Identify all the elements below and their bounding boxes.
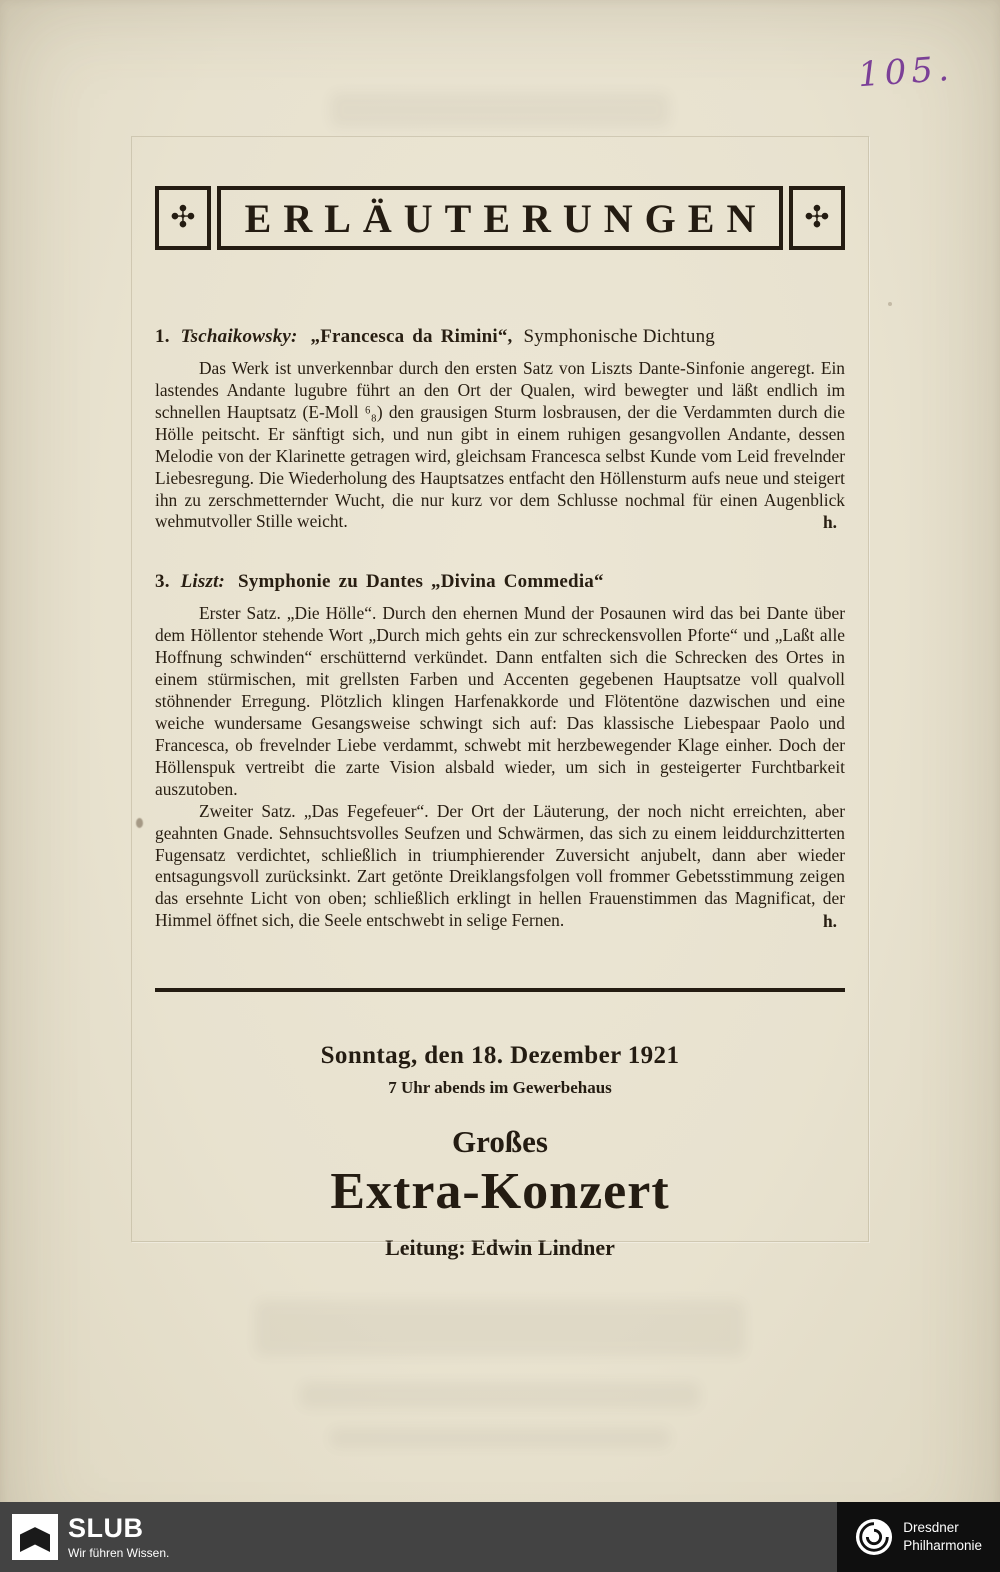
paper-stain xyxy=(136,818,143,828)
bleedthrough-ghost xyxy=(300,1382,700,1408)
dp-line1: Dresdner xyxy=(903,1520,959,1536)
handwritten-archive-number: 105. xyxy=(857,48,956,96)
composer-name: Liszt: xyxy=(180,571,226,593)
section-paragraph: Erster Satz. „Die Hölle“. Durch den ehernen Mund der Posaunen wird das bei Dante über dem Höllentor stehende Wort „Durch mich gehts ein zur schreckensvollen Pforte“ und „Laßt alle Hoffnung schwinden“ erschütternd verkündet. Dann entfalten sich die Schrecken des Ortes in einem stürmischen, mit grellsten Farben und Accenten gegebenen Hauptsatze voll qualvoll stöhnender Erregung. Plötzlich klingen Harfenakkorde und Flötentöne dazwischen und eine weiche wundersame Gesangsweise schwingt sich auf: Das klassische Liebespaar Paolo und Francesca, ob frevelnder Liebe verdammt, schwebt mit herzbewegender Klage einher. Doch der Höllenspuk vertreibt die zarte Vision alsbald wieder, um sich in gesteigerter Furchtbarkeit auszutoben. xyxy=(155,603,845,799)
slub-brand xyxy=(0,1514,169,1560)
fleuron-ornament-right xyxy=(789,186,845,250)
section-number: 3. xyxy=(155,571,170,593)
author-initial: h. xyxy=(822,911,837,932)
concert-date: Sonntag, den 18. Dezember 1921 xyxy=(320,1042,680,1070)
slub-book-icon xyxy=(12,1514,58,1560)
embossed-frame xyxy=(131,136,869,1242)
concert-title-line1: Großes xyxy=(452,1124,548,1160)
slub-wordmark xyxy=(68,1512,170,1560)
section-paragraph: Zweiter Satz. „Das Fegefeuer“. Der Ort der Läuterung, der noch nicht erreichten, aber geahnten Gnade. Sehnsuchtsvolles Seufzen und Schwärmen, das sich zu einem leiddurchzitterten Fugensatz verdichtet, schließlich in triumphierender Zuversicht anjubelt, dann aber wieder entsagungsvoll zurücksinkt. Zart getönte Dreiklangsfolgen voll frommer Gebetsstimmung zeigen das ersehnte Licht von oben; schließlich erklingt in hellen Frauenstimmen das Magnificat, der Himmel öffnet sich, die Seele entschwebt in selige Fernen. xyxy=(155,800,845,931)
bleedthrough-ghost xyxy=(330,92,670,128)
work-title: Symphonie zu Dantes „Divina Commedia“ xyxy=(238,571,604,593)
section-1-body xyxy=(155,358,845,533)
library-branding-bar xyxy=(0,1502,1000,1572)
bleedthrough-ghost xyxy=(330,1428,670,1448)
fleuron-icon: ✣ xyxy=(804,201,830,234)
dresdner-philharmonie-label xyxy=(903,1519,982,1554)
dresdner-philharmonie-logo-icon xyxy=(855,1518,893,1556)
dresdner-philharmonie-brand xyxy=(837,1502,1000,1572)
work-subtitle: Symphonische Dichtung xyxy=(523,326,715,347)
work-title: „Francesca da Rimini“, xyxy=(310,326,513,347)
slub-name: SLUB xyxy=(68,1512,144,1543)
fleuron-ornament-left xyxy=(155,186,211,250)
concert-time-venue: 7 Uhr abends im Gewerbehaus xyxy=(388,1078,612,1098)
section-paragraph: Das Werk ist unverkennbar durch den ersten Satz von Liszts Dante-Sinfonie angeregt. Ein lastendes Andante lugubre führt an den Ort der Qualen, wird bewegter und läßt endlich im schnellen Hauptsatz (E-Moll ⁶₈) den grausigen Sturm losbrausen, der die Verdammten durch die Hölle peitscht. Er sänftigt sich, und nun gibt in einem ruhigen gesangvollen Andante, dessen Melodie von der Klarinette getragen wird, gleichsam Francesca selbst Kunde vom Leid frevelnder Liebesregung. Die Wiederholung des Hauptsatzes entfacht den Höllensturm aufs neue und steigert ihn zu zerschmetternder Wucht, die nur kurz vor dem Schlusse nochmal für einen Augenblick wehmutvoller Stille weicht. xyxy=(155,358,845,532)
conductor-line: Leitung: Edwin Lindner xyxy=(385,1235,615,1261)
page-title: ERLÄUTERUNGEN xyxy=(217,186,783,250)
slub-tagline: Wir führen Wissen. xyxy=(68,1545,170,1560)
section-3-body xyxy=(155,801,845,933)
concert-title-line2: Extra-Konzert xyxy=(330,1163,670,1221)
author-initial: h. xyxy=(822,512,837,533)
fleuron-icon: ✣ xyxy=(170,201,196,234)
title-banner xyxy=(155,186,845,250)
bleedthrough-ghost xyxy=(255,1300,745,1356)
dp-line2: Philharmonie xyxy=(903,1538,982,1553)
section-number: 1. xyxy=(155,326,170,347)
open-book-icon xyxy=(20,1525,50,1552)
paper-stain xyxy=(888,302,892,306)
composer-name: Tschaikowsky: xyxy=(180,326,298,347)
